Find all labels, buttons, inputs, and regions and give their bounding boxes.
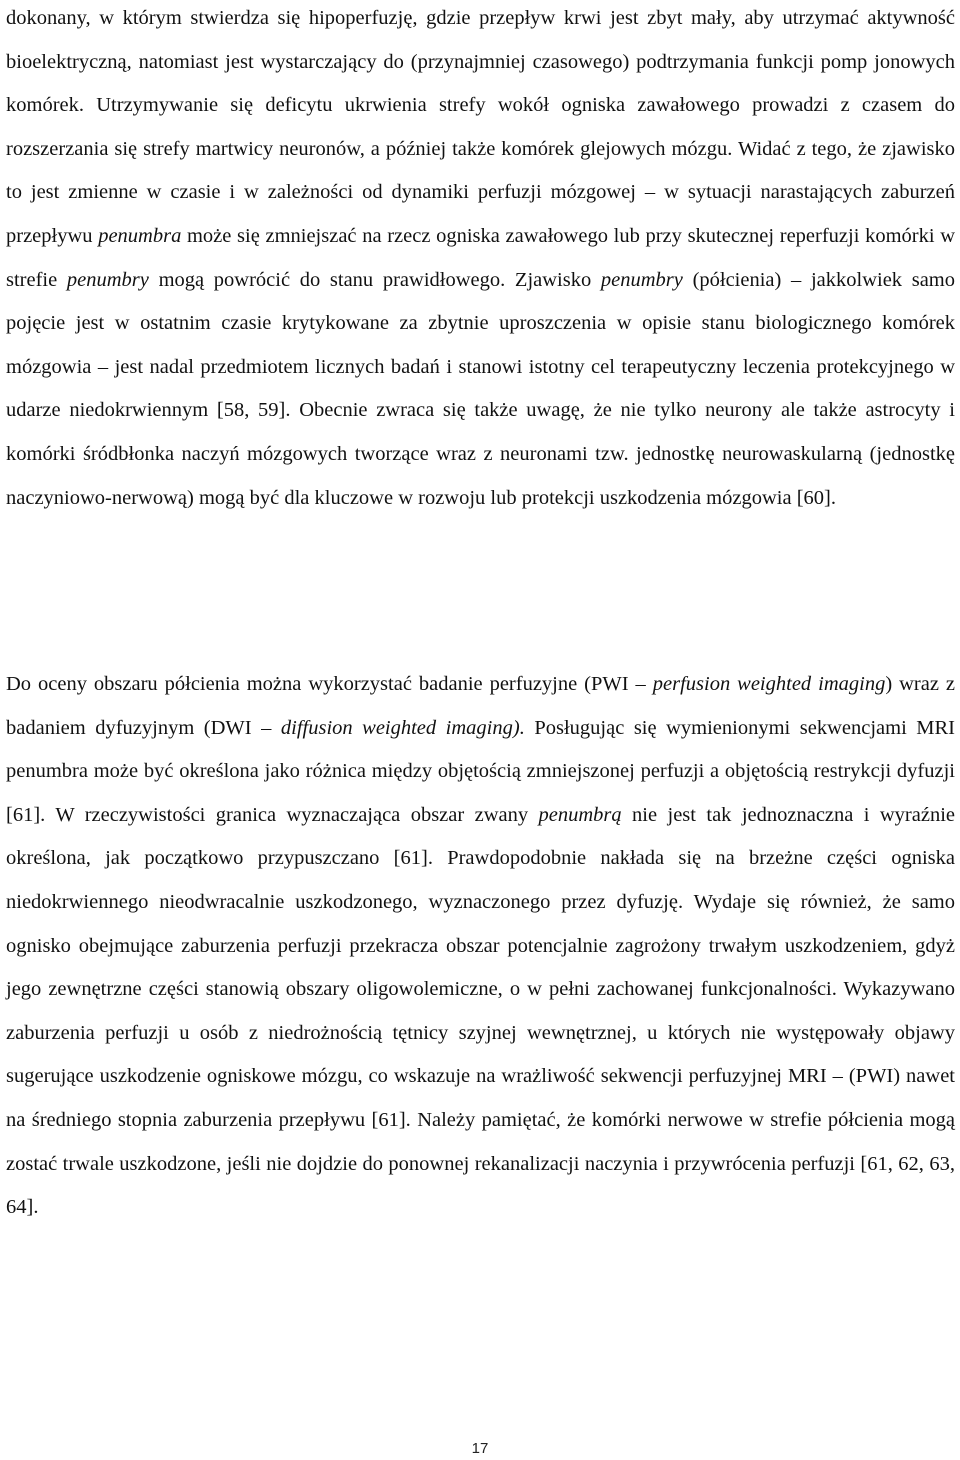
paragraph-1-segment: (półcienia) – jakkolwiek samo pojęcie jest w ostatnim czasie krytykowane za zbytnie uproszczenia w opisie stanu biologicznego komórek mózgowia – jest nadal przedmiotem licznych badań i stanowi istotny cel terapeutyczny leczenia protekcyjnego w udarze niedokrwiennym [58, 59]. Obecnie zwraca się także uwagę, że nie tylko neurony ale także astrocyty i komórki śródbłonka naczyń mózgowych tworzące wraz z neuronami tzw. jednostkę neurowaskularną (jednostkę naczyniowo-nerwową) mogą być dla kluczowe w rozwoju lub protekcji uszkodzenia mózgowia [60]. <box>6 268 955 509</box>
page-number: 17 <box>471 1440 489 1457</box>
paragraph-2-segment: nie jest tak jednoznaczna i wyraźnie określona, jak początkowo przypuszczano [61]. Prawdopodobnie nakłada się na brzeżne części ogniska niedokrwiennego nieodwracalnie uszkodzonego, wyznaczonego przez dyfuzję. Wydaje się również, że samo ognisko obejmujące zaburzenia perfuzji przekracza obszar potencjalnie zagrożony trwałym uszkodzeniem, gdyż jego zewnętrzne części stanowią obszary oligowolemiczne, o w pełni zachowanej funkcjonalności. Wykazywano zaburzenia perfuzji u osób z niedrożnością tętnicy szyjnej wewnętrznej, u których nie występowały objawy sugerujące uszkodzenie ogniskowe mózgu, co wskazuje na wrażliwość sekwencji perfuzyjnej MRI – (PWI) nawet na średniego stopnia zaburzenia przepływu [61]. Należy pamiętać, że komórki nerwowe w strefie półcienia mogą zostać trwale uszkodzone, jeśli nie dojdzie do ponownej rekanalizacji naczynia i przywrócenia perfuzji [61, 62, 63, 64]. <box>6 803 956 1219</box>
paragraph-1-italic-term: penumbra <box>98 224 182 247</box>
paragraph-1-segment: mogą powrócić do stanu prawidłowego. Zjawisko <box>148 268 601 291</box>
paragraph-1 <box>6 0 955 520</box>
paragraph-2-italic-term: penumbrą <box>538 803 622 826</box>
paragraph-1-italic-term: penumbry <box>66 268 149 291</box>
paragraph-2-segment: Posługując się wymienionymi sekwencjami MRI penumbra może być określona jako różnica między objętością zmniejszonej perfuzji a objętością restrykcji dyfuzji [61]. W rzeczywistości granica wyznaczająca obszar zwany <box>6 716 956 826</box>
paragraph-2-segment: Do oceny obszaru półcienia można wykorzystać badanie perfuzyjne (PWI – <box>6 673 653 695</box>
paragraph-2-italic-term: diffusion weighted imaging). <box>280 716 525 739</box>
paragraph-2-segment: ) wraz z badaniem dyfuzyjnym (DWI – <box>6 673 955 739</box>
paragraph-1-segment: może się zmniejszać na rzecz ogniska zawałowego lub przy skutecznej reperfuzji komórki w strefie <box>6 224 955 291</box>
paragraph-2-italic-term: perfusion weighted imaging <box>652 673 886 695</box>
paragraph-1-segment: dokonany, w którym stwierdza się hipoperfuzję, gdzie przepływ krwi jest zbyt mały, aby utrzymać aktywność bioelektryczną, natomiast jest wystarczający do (przynajmniej czasowego) podtrzymania funkcji pomp jonowych komórek. Utrzymywanie się deficytu ukrwienia strefy wokół ogniska zawałowego prowadzi z czasem do rozszerzania się strefy martwicy neuronów, a później także komórek glejowych mózgu. Widać z tego, że zjawisko to jest zmienne w czasie i w zależności od dynamiki perfuzji mózgowej – w sytuacji narastających zaburzeń przepływu <box>6 7 955 247</box>
paragraph-1-italic-term: penumbry <box>600 268 683 291</box>
paragraph-2 <box>6 663 955 1230</box>
